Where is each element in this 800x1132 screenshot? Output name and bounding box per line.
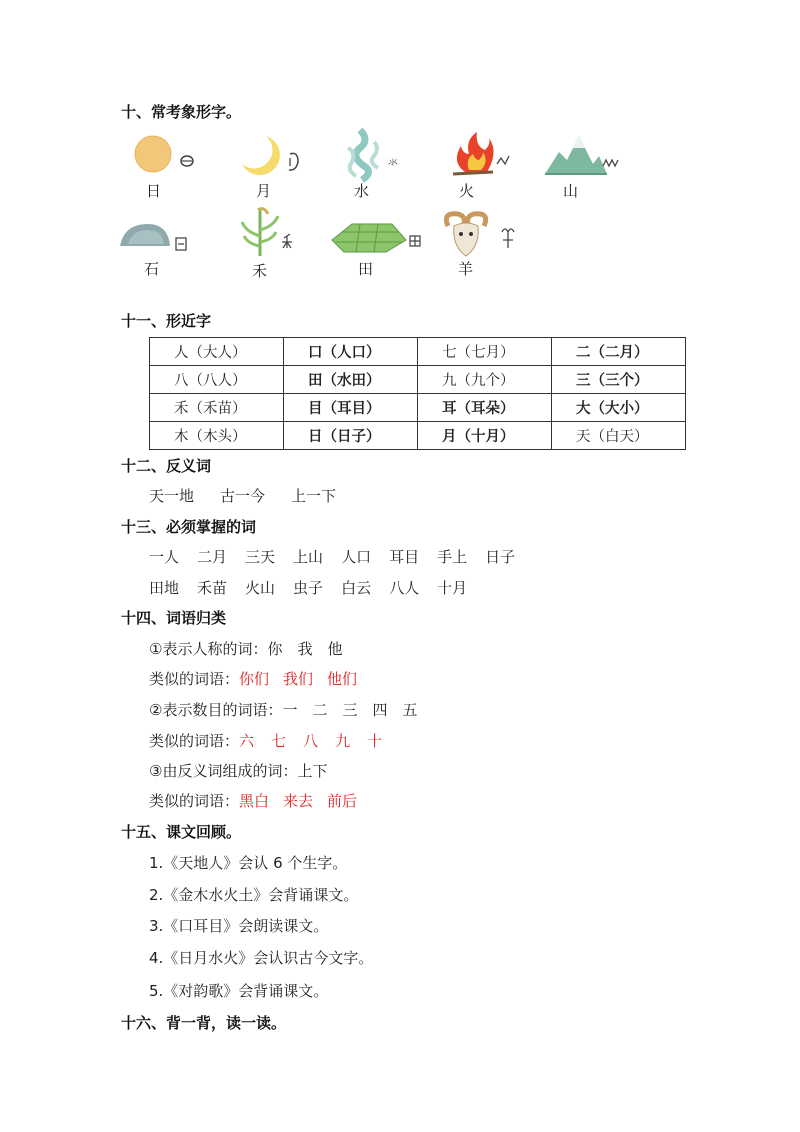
word: 我们	[283, 670, 314, 688]
word: 人口	[341, 548, 372, 566]
pictograph-sun	[132, 132, 232, 202]
pictograph-label: 田	[358, 260, 374, 278]
word: 二月	[197, 548, 228, 566]
table-cell: 二（二月）	[552, 338, 686, 366]
word: 十月	[437, 579, 468, 597]
category-words: 上下	[297, 762, 328, 780]
section-14-title: 十四、词语归类	[121, 609, 227, 627]
section-12-title: 十二、反义词	[121, 457, 212, 475]
stone-icon	[118, 214, 218, 284]
pictograph-grain	[236, 206, 336, 280]
similar-numbers	[149, 730, 382, 751]
word: 耳目	[389, 548, 420, 566]
pictograph-label: 石	[144, 260, 160, 278]
pictograph-label: 羊	[458, 260, 474, 278]
pictograph-water	[338, 128, 438, 198]
similar-antonym-words	[149, 790, 357, 811]
word: 田地	[149, 579, 180, 597]
field-icon	[330, 212, 430, 282]
word: 手上	[437, 548, 468, 566]
word: 七	[271, 732, 287, 750]
pictograph-label: 山	[563, 182, 579, 200]
pictograph-stone	[118, 214, 218, 284]
pictograph-field	[330, 212, 430, 282]
table-row	[150, 338, 686, 366]
table-cell: 目（耳目）	[284, 394, 418, 422]
word: 三天	[245, 548, 276, 566]
pictograph-label: 月	[256, 182, 272, 200]
word: 一人	[149, 548, 180, 566]
word: 黑白	[239, 792, 270, 810]
similar-pronouns	[149, 668, 357, 689]
table-cell: 人（大人）	[150, 338, 284, 366]
table-cell: 月（十月）	[418, 422, 552, 450]
word: 来去	[283, 792, 314, 810]
category-label: ②表示数目的词语：	[149, 701, 283, 719]
vocab-row-1	[149, 546, 515, 567]
lesson-review-item: 2.《金木水火土》会背诵课文。	[149, 886, 359, 904]
table-cell: 木（木头）	[150, 422, 284, 450]
category-words: 一 二 三 四 五	[282, 701, 418, 719]
pictograph-sheep	[440, 210, 540, 280]
table-cell: 大（大小）	[552, 394, 686, 422]
word: 白云	[341, 579, 372, 597]
section-13-title: 十三、必须掌握的词	[121, 518, 257, 536]
category-pronouns	[149, 638, 342, 659]
pictograph-label: 火	[459, 182, 475, 200]
table-row	[150, 394, 686, 422]
pictograph-moon	[236, 132, 336, 202]
word: 禾苗	[197, 579, 228, 597]
pictograph-fire	[445, 128, 545, 198]
moon-icon	[236, 132, 336, 202]
water-icon	[338, 128, 438, 198]
table-cell: 九（九个）	[418, 366, 552, 394]
table-cell: 田（水田）	[284, 366, 418, 394]
table-cell: 天（白天）	[552, 422, 686, 450]
similar-characters-table	[149, 337, 686, 450]
grain-icon	[236, 206, 336, 276]
table-cell: 耳（耳朵）	[418, 394, 552, 422]
lesson-review-item: 3.《口耳目》会朗读课文。	[149, 917, 329, 935]
antonym-pair: 古一今	[220, 487, 266, 505]
category-antonym-words	[149, 760, 327, 781]
similar-label: 类似的词语：	[149, 792, 240, 810]
lesson-review-item: 1.《天地人》会认 6 个生字。	[149, 854, 348, 872]
table-row	[150, 366, 686, 394]
pictograph-label: 日	[146, 182, 162, 200]
table-cell: 禾（禾苗）	[150, 394, 284, 422]
category-words: 你 我 他	[267, 640, 343, 658]
word: 十	[367, 732, 383, 750]
antonym-pairs	[149, 485, 336, 506]
table-cell: 日（日子）	[284, 422, 418, 450]
table-cell: 八（八人）	[150, 366, 284, 394]
word: 八	[303, 732, 319, 750]
pictograph-label: 水	[354, 182, 370, 200]
lesson-review-item: 5.《对韵歌》会背诵课文。	[149, 982, 329, 1000]
similar-label: 类似的词语：	[149, 670, 240, 688]
section-11-title: 十一、形近字	[121, 312, 212, 330]
section-16-title: 十六、背一背，读一读。	[121, 1014, 287, 1032]
table-cell: 三（三个）	[552, 366, 686, 394]
word: 九	[335, 732, 351, 750]
word: 前后	[327, 792, 358, 810]
pictograph-label: 禾	[252, 262, 268, 280]
word: 八人	[389, 579, 420, 597]
lesson-review-item: 4.《日月水火》会认识古今文字。	[149, 949, 374, 967]
word: 日子	[485, 548, 516, 566]
table-cell: 口（人口）	[284, 338, 418, 366]
word: 火山	[245, 579, 276, 597]
pictograph-mountain	[541, 130, 641, 200]
similar-label: 类似的词语：	[149, 732, 240, 750]
table-row	[150, 422, 686, 450]
antonym-pair: 上一下	[291, 487, 337, 505]
word: 他们	[327, 670, 358, 688]
mountain-icon	[541, 130, 641, 200]
antonym-pair: 天一地	[149, 487, 195, 505]
section-10-title: 十、常考象形字。	[121, 103, 242, 121]
vocab-row-2	[149, 577, 467, 598]
svg-text:氺: 氺	[388, 158, 398, 169]
word: 虫子	[293, 579, 324, 597]
category-label: ③由反义词组成的词：	[149, 762, 298, 780]
category-label: ①表示人称的词：	[149, 640, 268, 658]
word: 六	[239, 732, 255, 750]
word: 上山	[293, 548, 324, 566]
sheep-icon	[440, 210, 540, 280]
category-numbers	[149, 699, 417, 720]
section-15-title: 十五、课文回顾。	[121, 823, 242, 841]
table-cell: 七（七月）	[418, 338, 552, 366]
word: 你们	[239, 670, 270, 688]
